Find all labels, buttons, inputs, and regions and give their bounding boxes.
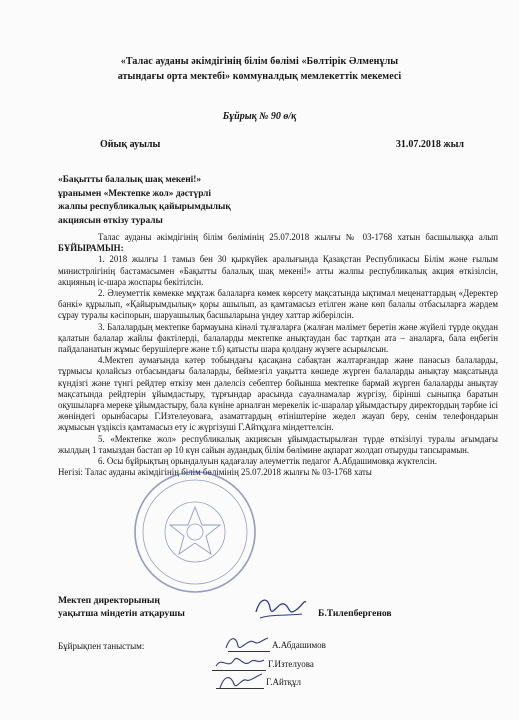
order-item: 1. 2018 жылғы 1 тамыз бен 30 қыркүйек аралығында Қазақстан Республикасы Білім және ғылым министрлігінің бастамасымен «Бақытты балалық шақ мекені!» атты жалпы республикалық акция өткізілсін, акцияның іс-шара жоспары бекітілсін. — [58, 254, 498, 287]
order-subject — [58, 174, 348, 228]
date: 31.07.2018 жыл — [395, 139, 464, 150]
intro-emphasis: БҰЙЫРАМЫН: — [58, 243, 124, 254]
director-signature — [250, 592, 310, 624]
order-item: 2. Әлеуметтік көмекке мұқтаж балаларға көмек көрсету мақсатында ықтимал меценаттардың «Деректер банкі» құрылып, «Қайырымдылық» қоры ашылып, аз қамтамасыз етілген және көп балалы отбасыларға жәрдем сұрау туралы кәсіпорын, шаруашылық басшыларына үндеу хаттар жіберілсін. — [58, 288, 498, 321]
order-item: 3. Балалардың мектепке бармауына кінәлі тұлғаларға (жалған мәлімет беретін және жүйелі түрде оқудан қалатын балалар жайлы фактілерді, балаларды мектепке анықтаудан бас тартқан ата – аналарға, бала еңбегін пайдаланатын жұмыс берушілерге және т.б) қатысты шара қолдану жүзеге асырылсын. — [58, 321, 498, 355]
acknowledged-title: Бұйрықпен таныстым: — [58, 641, 145, 651]
intro-text: Талас ауданы әкімдігінің білім бөлімінің 25.07.2018 жылғы № 03-1768 хатын басшылыққа алып — [98, 232, 498, 242]
basis-line: Негізі: Талас ауданы әкімдігінің білім бөлімінің 25.07.2018 жылғы № 03-1768 хаты — [58, 467, 372, 478]
acknowledged-name: Г.Изтелуова — [268, 659, 314, 669]
acknowledged-name: А.Абдашимов — [272, 640, 326, 650]
org-header — [0, 54, 519, 84]
signatory-title-line-2: уақытша міндетін атқарушы — [58, 608, 185, 619]
signatory-title — [58, 594, 185, 620]
order-number: Бұйрық № 90 ө/қ — [222, 111, 297, 122]
signatory-name: Б.Тилепбергенов — [318, 608, 392, 619]
order-item: 6. Осы бұйрықтың орындалуын қадағалау әлеуметтік педагог А.Абдашимовқа жүктелсін. — [98, 456, 437, 467]
official-stamp — [130, 467, 260, 597]
order-item: 4.Мектеп аумағында кәтер тобындағы қасақана сабақтан жалтарғандар және панасыз балаларды, тұрмысы қолайсыз отбасындағы балаларды, беймезгіл уақытта көшеде жүрген балаларды анықтау мақсатында күндізгі және түнгі рейдтер өткізу мен дәлелсіз себептер бойынша мектепке бармай жүрген балаларды анықтау мақсатында рейдтерін ұйымдастыру, тұрғындар арасында сауалнамалар жүргізу, бірінші сыныпқа баратын оқушыларға мереке ұйымдастыру, бала күніне арналған мерекелік іс-шаралар ұйымдастыру директордың тәрбие ісі жөніндегі орынбасары Г.Изтелеуоваға, азаматтардың өтініштеріне жедел жауап беру, сенім телефондарын жұмысын үздіксіз қамтамасыз ету іс жүргізуші Г.Айтқұлға міндеттелсін. — [58, 355, 498, 433]
order-item: 5. «Мектепке жол» республикалық акциясын ұйымдастырылған түрде өткізілуі туралы ағымдағы жылдың 1 тамыздан бастап әр 10 күн сайын аудандық білім бөлімине ақпарат жолдап отыруды тапсырамын. — [58, 433, 498, 455]
subject-line: «Бақытты балалық шақ мекені!» — [58, 175, 202, 185]
subject-line: акциясын өткізу туралы — [58, 215, 163, 226]
intro-paragraph — [58, 232, 498, 254]
org-line-2: атындағы орта мектебі» коммуналдық мемлекеттік мекемесі — [117, 71, 402, 82]
place: Ойық ауылы — [100, 139, 161, 150]
acknowledgement-signature — [216, 670, 266, 694]
subject-line: ұранымен «Мектепке жол» дәстүрлі — [58, 188, 212, 199]
signatory-title-line-1: Мектеп директорының — [58, 595, 160, 606]
subject-line: жалпы республикалық қайырымдылық — [58, 202, 231, 213]
order-body — [58, 232, 498, 478]
acknowledged-name: Г.Айтқұл — [266, 677, 302, 687]
org-line-1: «Талас ауданы әкімдігінің білім бөлімі «Бөлтірік Әлменұлы — [120, 56, 399, 67]
signature-line — [216, 688, 264, 689]
